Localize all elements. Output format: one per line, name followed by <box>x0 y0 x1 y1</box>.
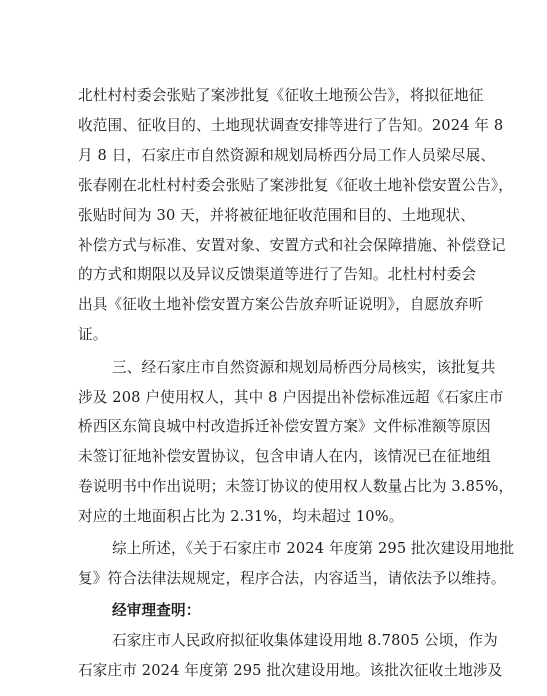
paragraph-line: 桥西区东简良城中村改造拆迁补偿安置方案》文件标准额等原因 <box>78 418 491 435</box>
paragraph-line: 补偿方式与标准、安置对象、安置方式和社会保障措施、补偿登记 <box>78 237 506 254</box>
paragraph-line: 未签订征地补偿安置协议，包含申请人在内，该情况已在征地组 <box>78 448 491 465</box>
paragraph-line: 石家庄市人民政府拟征收集体建设用地 8.7805 公顷，作为 <box>112 632 498 649</box>
paragraph-line: 综上所述，《关于石家庄市 2024 年度第 295 批次建设用地批 <box>112 540 515 557</box>
paragraph-line: 出具《征收土地补偿安置方案公告放弃听证说明》，自愿放弃听 <box>78 296 484 313</box>
paragraph-line: 涉及 208 户使用权人，其中 8 户因提出补偿标准远超《石家庄市 <box>78 389 504 406</box>
paragraph-line: 北杜村村委会张贴了案涉批复《征收土地预公告》，将拟征地征 <box>78 87 484 104</box>
paragraph-line: 月 8 日，石家庄市自然资源和规划局桥西分局工作人员梁尽展、 <box>78 147 496 164</box>
paragraph-line: 对应的土地面积占比为 2.31%，均未超过 10%。 <box>78 508 404 525</box>
paragraph-line: 三、经石家庄市自然资源和规划局桥西分局核实，该批复共 <box>112 359 496 376</box>
paragraph-line: 的方式和期限以及异议反馈渠道等进行了告知。北杜村村委会 <box>78 266 477 283</box>
section-heading: 经审理查明： <box>112 602 201 619</box>
paragraph-line: 石家庄市 2024 年度第 295 批次建设用地。该批次征收土地涉及 <box>78 662 503 679</box>
paragraph-line: 张贴时间为 30 天，并将被征地征收范围和目的、土地现状、 <box>78 207 476 224</box>
paragraph-line: 复》符合法律法规规定，程序合法，内容适当，请依法予以维持。 <box>78 570 506 587</box>
paragraph-line: 张春刚在北杜村村委会张贴了案涉批复《征收土地补偿安置公告》， <box>78 177 514 194</box>
paragraph-line: 证。 <box>78 326 108 343</box>
paragraph-line: 收范围、征收目的、土地现状调查安排等进行了告知。2024 年 8 <box>78 117 504 134</box>
paragraph-line: 卷说明书中作出说明；未签订协议的使用权人数量占比为 3.85%， <box>78 478 514 495</box>
